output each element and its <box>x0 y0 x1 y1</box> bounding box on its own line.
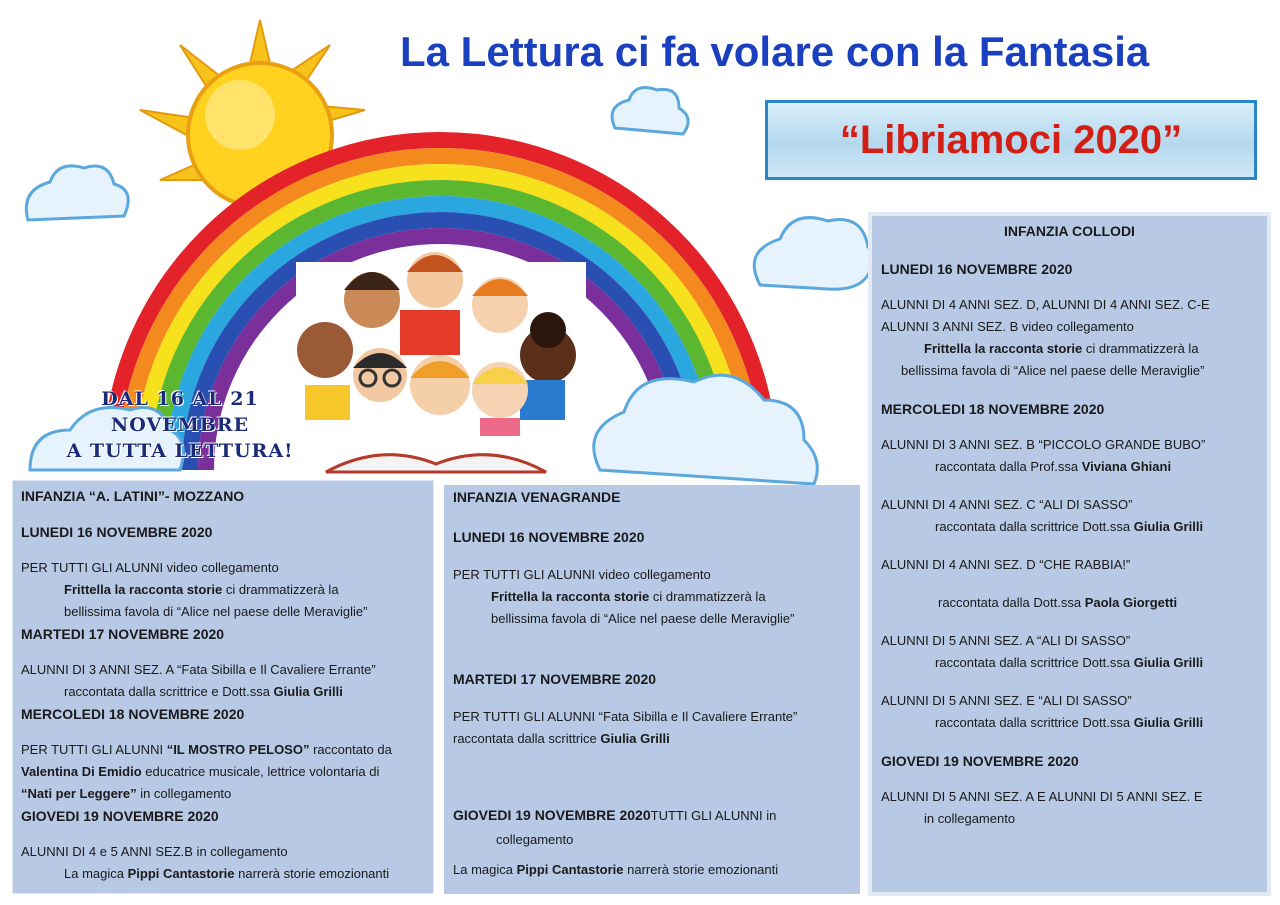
day-heading: MERCOLEDI 18 NOVEMBRE 2020 <box>881 401 1105 417</box>
text-line: PER TUTTI GLI ALUNNI “Fata Sibilla e Il Cavaliere Errante” <box>453 709 798 724</box>
text-line: Frittella la racconta storie ci drammatizzerà la <box>64 582 339 597</box>
text-line: Frittella la racconta storie ci drammatizzerà la <box>491 589 766 604</box>
text-line: ALUNNI DI 4 ANNI SEZ. C “ALI DI SASSO” <box>881 497 1133 512</box>
subtitle: “Libriamoci 2020” <box>839 117 1183 162</box>
text-line: “Nati per Leggere” in collegamento <box>21 786 232 801</box>
text-line: ALUNNI DI 5 ANNI SEZ. A E ALUNNI DI 5 ANNI SEZ. E <box>881 789 1203 804</box>
dates-banner <box>30 386 330 464</box>
text-line: ALUNNI DI 3 ANNI SEZ. B “PICCOLO GRANDE BUBO” <box>881 437 1206 452</box>
text-line: raccontata dalla scrittrice Dott.ssa Giulia Grilli <box>935 655 1204 670</box>
text-line: PER TUTTI GLI ALUNNI video collegamento <box>453 567 711 582</box>
text-line: ALUNNI DI 4 ANNI SEZ. D, ALUNNI DI 4 ANNI SEZ. C-E <box>881 297 1210 312</box>
day-heading: LUNEDI 16 NOVEMBRE 2020 <box>881 261 1073 277</box>
day-heading: MERCOLEDI 18 NOVEMBRE 2020 <box>21 706 245 722</box>
text-line: ALUNNI DI 4 ANNI SEZ. D “CHE RABBIA!” <box>881 557 1131 572</box>
text-line: raccontata dalla Prof.ssa Viviana Ghiani <box>935 459 1172 474</box>
text-line: ALUNNI DI 3 ANNI SEZ. A “Fata Sibilla e Il Cavaliere Errante” <box>21 662 376 677</box>
text-line: La magica Pippi Cantastorie narrerà storie emozionanti <box>64 866 390 881</box>
text-line: ALUNNI DI 5 ANNI SEZ. A “ALI DI SASSO” <box>881 633 1131 648</box>
panel-title: INFANZIA VENAGRANDE <box>453 489 621 505</box>
day-heading: GIOVEDI 19 NOVEMBRE 2020 <box>881 753 1079 769</box>
panel-infanzia-latini <box>12 480 434 894</box>
subtitle-box <box>765 100 1257 180</box>
text-line: raccontata dalla scrittrice Dott.ssa Giulia Grilli <box>935 715 1204 730</box>
panel-title: INFANZIA COLLODI <box>1004 223 1135 239</box>
day-heading: LUNEDI 16 NOVEMBRE 2020 <box>453 529 645 545</box>
panel-infanzia-venagrande <box>444 485 860 894</box>
text-line: ALUNNI 3 ANNI SEZ. B video collegamento <box>881 319 1134 334</box>
text-line: PER TUTTI GLI ALUNNI “IL MOSTRO PELOSO” raccontato da <box>21 742 392 757</box>
day-heading: MARTEDI 17 NOVEMBRE 2020 <box>453 671 657 687</box>
banner-line: NOVEMBRE <box>110 414 250 436</box>
day-heading: GIOVEDI 19 NOVEMBRE 2020 <box>21 808 219 824</box>
text-line: PER TUTTI GLI ALUNNI video collegamento <box>21 560 279 575</box>
day-heading: MARTEDI 17 NOVEMBRE 2020 <box>21 626 225 642</box>
panel-infanzia-collodi <box>868 212 1271 896</box>
text-line: raccontata dalla scrittrice Giulia Grilli <box>453 731 670 746</box>
day-heading: LUNEDI 16 NOVEMBRE 2020 <box>21 524 213 540</box>
banner-line: A TUTTA LETTURA! <box>66 440 294 462</box>
text-line: ALUNNI DI 5 ANNI SEZ. E “ALI DI SASSO” <box>881 693 1132 708</box>
text-line: bellissima favola di “Alice nel paese delle Meraviglie” <box>64 604 368 619</box>
text-line: GIOVEDI 19 NOVEMBRE 2020TUTTI GLI ALUNNI in <box>453 807 777 823</box>
banner-line: DAL 16 AL 21 <box>101 388 259 410</box>
children-reading-picture <box>296 252 586 474</box>
text-line: La magica Pippi Cantastorie narrerà storie emozionanti <box>453 862 779 877</box>
text-line: collegamento <box>496 832 574 847</box>
text-line: bellissima favola di “Alice nel paese delle Meraviglie” <box>901 363 1205 378</box>
text-line: raccontata dalla scrittrice e Dott.ssa Giulia Grilli <box>64 684 343 699</box>
text-line: raccontata dalla Dott.ssa Paola Giorgetti <box>938 595 1178 610</box>
text-line: ALUNNI DI 4 e 5 ANNI SEZ.B in collegamento <box>21 844 288 859</box>
text-line: raccontata dalla scrittrice Dott.ssa Giulia Grilli <box>935 519 1204 534</box>
text-line: Valentina Di Emidio educatrice musicale, lettrice volontaria di <box>21 764 380 779</box>
text-line: in collegamento <box>924 811 1016 826</box>
panel-title: INFANZIA “A. LATINI”- MOZZANO <box>21 488 245 504</box>
text-line: Frittella la racconta storie ci drammatizzerà la <box>924 341 1199 356</box>
text-line: bellissima favola di “Alice nel paese delle Meraviglie” <box>491 611 795 626</box>
page-title: La Lettura ci fa volare con la Fantasia <box>400 28 1150 75</box>
